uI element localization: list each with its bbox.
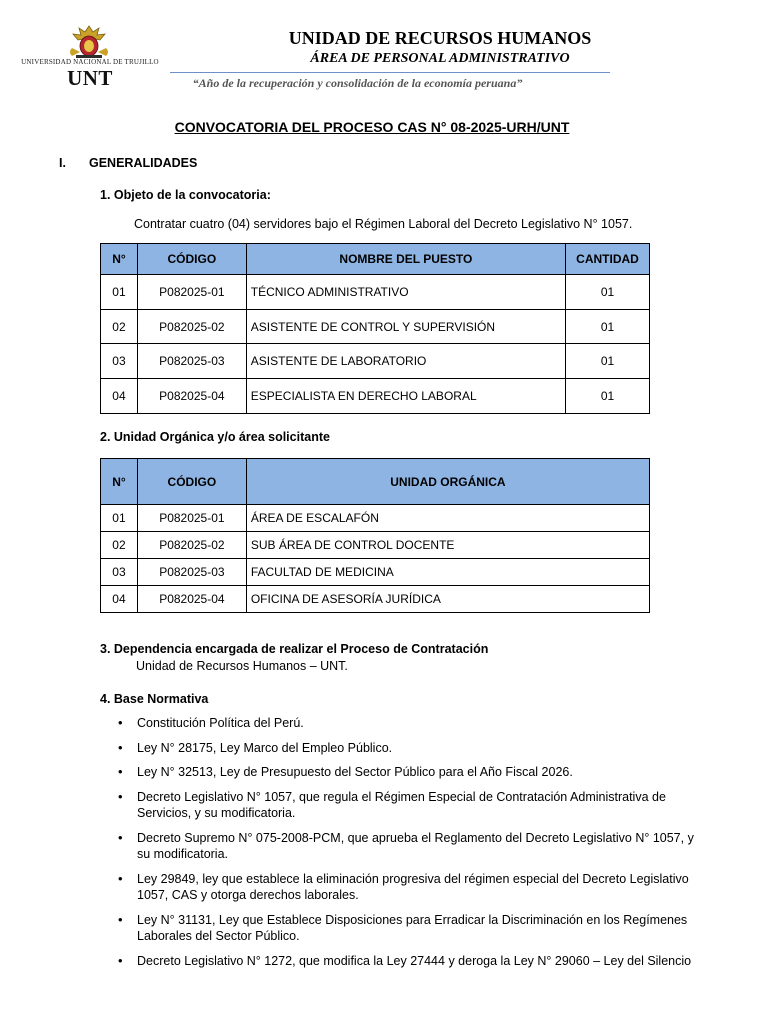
table-header-cell: CÓDIGO (137, 244, 246, 275)
table-cell: 03 (101, 344, 138, 379)
table-row (101, 344, 650, 379)
table-cell: ASISTENTE DE CONTROL Y SUPERVISIÓN (246, 310, 565, 344)
table-cell: 02 (101, 532, 138, 559)
list-item: • Ley N° 28175, Ley Marco del Empleo Público. (100, 740, 710, 757)
table-cell: FACULTAD DE MEDICINA (246, 559, 649, 586)
table-cell: 04 (101, 379, 138, 414)
table-cell: P082025-04 (137, 586, 246, 613)
table-header-row (101, 244, 650, 275)
table-row (101, 559, 650, 586)
table-header-cell: UNIDAD ORGÁNICA (246, 459, 649, 505)
table-row (101, 505, 650, 532)
logo-university-name: UNIVERSIDAD NACIONAL DE TRUJILLO (21, 58, 159, 66)
table-header-cell: CANTIDAD (566, 244, 650, 275)
table-cell: P082025-01 (137, 275, 246, 310)
table-cell: SUB ÁREA DE CONTROL DOCENTE (246, 532, 649, 559)
list-item: • Ley 29849, ley que establece la eliminación progresiva del régimen especial del Decreto Legislativo 1057, CAS y otorga derechos laborales. (100, 871, 710, 904)
table-cell: 01 (101, 275, 138, 310)
list-item: • Decreto Legislativo N° 1057, que regula el Régimen Especial de Contratación Administrativa de Servicios, y su modificatoria. (100, 789, 710, 822)
list-item: • Decreto Legislativo N° 1272, que modifica la Ley 27444 y deroga la Ley N° 29060 – Ley del Silencio (100, 953, 710, 970)
list-item: • Ley N° 32513, Ley de Presupuesto del Sector Público para el Año Fiscal 2026. (100, 764, 710, 781)
table-row (101, 310, 650, 344)
table-header-cell: CÓDIGO (137, 459, 246, 505)
table-header-cell: N° (101, 459, 138, 505)
positions-table (100, 243, 650, 414)
university-crest-icon (64, 22, 114, 60)
header-title: UNIDAD DE RECURSOS HUMANOS (288, 28, 592, 48)
table-cell: 01 (101, 505, 138, 532)
table-cell: TÉCNICO ADMINISTRATIVO (246, 275, 565, 310)
table-header-row (101, 459, 650, 505)
table-cell: ESPECIALISTA EN DERECHO LABORAL (246, 379, 565, 414)
item1-heading: 1. Objeto de la convocatoria: (100, 188, 271, 202)
item2-heading: 2. Unidad Orgánica y/o área solicitante (100, 430, 330, 444)
list-item: • Constitución Política del Perú. (100, 715, 710, 732)
table-header-cell: N° (101, 244, 138, 275)
table-cell: 04 (101, 586, 138, 613)
legal-basis-list (100, 715, 710, 977)
table-cell: ASISTENTE DE LABORATORIO (246, 344, 565, 379)
table-cell: 01 (566, 379, 650, 414)
table-cell: P082025-04 (137, 379, 246, 414)
logo-acronym: UNT (67, 66, 113, 90)
item3-text: Unidad de Recursos Humanos – UNT. (136, 659, 348, 673)
table-cell: 01 (566, 275, 650, 310)
table-cell: P082025-03 (137, 344, 246, 379)
table-cell: P082025-02 (137, 310, 246, 344)
table-header-cell: NOMBRE DEL PUESTO (246, 244, 565, 275)
header-divider (170, 72, 610, 73)
university-logo (20, 22, 160, 92)
item1-text: Contratar cuatro (04) servidores bajo el Régimen Laboral del Decreto Legislativo N° 1057. (134, 217, 633, 231)
table-cell: P082025-03 (137, 559, 246, 586)
item4-heading: 4. Base Normativa (100, 692, 209, 706)
item3-heading: 3. Dependencia encargada de realizar el Proceso de Contratación (100, 642, 489, 656)
table-row (101, 586, 650, 613)
document-title: CONVOCATORIA DEL PROCESO CAS N° 08-2025-URH/UNT (174, 119, 570, 135)
section-title: GENERALIDADES (89, 156, 198, 170)
table-cell: P082025-01 (137, 505, 246, 532)
list-item: • Ley N° 31131, Ley que Establece Disposiciones para Erradicar la Discriminación en los Regímenes Laborales del Sector Público. (100, 912, 710, 945)
section-number: I. (59, 156, 66, 170)
table-cell: ÁREA DE ESCALAFÓN (246, 505, 649, 532)
table-cell: 01 (566, 310, 650, 344)
table-cell: 01 (566, 344, 650, 379)
table-row (101, 532, 650, 559)
table-cell: P082025-02 (137, 532, 246, 559)
table-cell: 02 (101, 310, 138, 344)
organic-units-table (100, 458, 650, 613)
header-motto: “Año de la recuperación y consolidación de la economía peruana” (192, 76, 523, 90)
list-item: • Decreto Supremo N° 075-2008-PCM, que aprueba el Reglamento del Decreto Legislativo N° 1057, y su modificatoria. (100, 830, 710, 863)
table-row (101, 275, 650, 310)
table-cell: 03 (101, 559, 138, 586)
table-cell: OFICINA DE ASESORÍA JURÍDICA (246, 586, 649, 613)
header-subtitle: ÁREA DE PERSONAL ADMINISTRATIVO (310, 51, 570, 66)
table-row (101, 379, 650, 414)
